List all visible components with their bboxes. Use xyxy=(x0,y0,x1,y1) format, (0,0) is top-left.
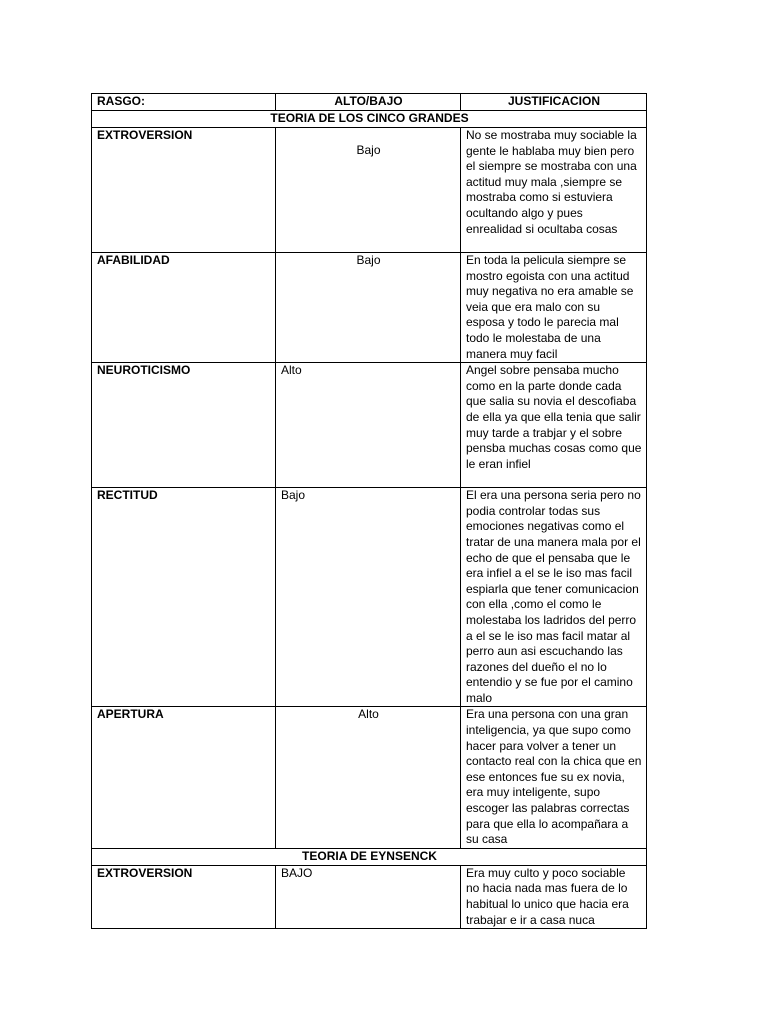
trait-justification: No se mostraba muy sociable la gente le hablaba muy bien pero el siempre se mostraba con una actitud muy mala ,siempre se mostraba como si estuviera ocultando algo y pues enrealidad si ocultaba cosas xyxy=(461,128,647,253)
table-row xyxy=(92,707,647,848)
trait-name: EXTROVERSION xyxy=(92,128,276,253)
section-row-eynsenck xyxy=(92,848,647,865)
header-rasgo: RASGO: xyxy=(92,94,276,111)
personality-traits-table xyxy=(91,93,647,929)
trait-name: AFABILIDAD xyxy=(92,253,276,363)
table-header-row xyxy=(92,94,647,111)
trait-level: Alto xyxy=(276,707,461,848)
trait-level: Bajo xyxy=(276,253,461,363)
trait-justification: En toda la pelicula siempre se mostro egoista con una actitud muy negativa no era amable se veia que era malo con su esposa y todo le parecia mal todo le molestaba de una manera muy facil xyxy=(461,253,647,363)
table-row xyxy=(92,488,647,707)
trait-justification: Angel sobre pensaba mucho como en la parte donde cada que salia su novia el descofiaba de ella ya que ella tenia que salir muy tarde a trabjar y el sobre pensba muchas cosas como que le eran infiel xyxy=(461,363,647,488)
trait-level xyxy=(276,128,461,253)
trait-justification: El era una persona seria pero no podia controlar todas sus emociones negativas como el tratar de una manera mala por el echo de que el pensaba que le era infiel a el se le iso mas facil espiarla que tener comunicacion con ella ,como el como le molestaba los ladridos del perro a el se le iso mas facil matar al perro aun asi escuchando las razones del dueño el no lo entendio y se fue por el camino malo xyxy=(461,488,647,707)
trait-name: EXTROVERSION xyxy=(92,865,276,928)
table-row xyxy=(92,363,647,488)
table-row xyxy=(92,128,647,253)
trait-level: Alto xyxy=(276,363,461,488)
trait-name: APERTURA xyxy=(92,707,276,848)
section-title-cinco-grandes: TEORIA DE LOS CINCO GRANDES xyxy=(92,111,647,128)
trait-level-value: Bajo xyxy=(356,143,381,157)
header-alto-bajo: ALTO/BAJO xyxy=(276,94,461,111)
header-justificacion: JUSTIFICACION xyxy=(461,94,647,111)
trait-level: Bajo xyxy=(276,488,461,707)
trait-justification: Era una persona con una gran inteligencia, ya que supo como hacer para volver a tener un contacto real con la chica que en ese entonces fue su ex novia, era muy inteligente, supo escoger las palabras correctas para que ella lo acompañara a su casa xyxy=(461,707,647,848)
trait-name: NEUROTICISMO xyxy=(92,363,276,488)
section-title-eynsenck: TEORIA DE EYNSENCK xyxy=(92,848,647,865)
trait-justification: Era muy culto y poco sociable no hacia nada mas fuera de lo habitual lo unico que hacia era trabajar e ir a casa nuca xyxy=(461,865,647,928)
trait-level: BAJO xyxy=(276,865,461,928)
table-row xyxy=(92,253,647,363)
trait-name: RECTITUD xyxy=(92,488,276,707)
table-row xyxy=(92,865,647,928)
section-row-cinco-grandes xyxy=(92,111,647,128)
